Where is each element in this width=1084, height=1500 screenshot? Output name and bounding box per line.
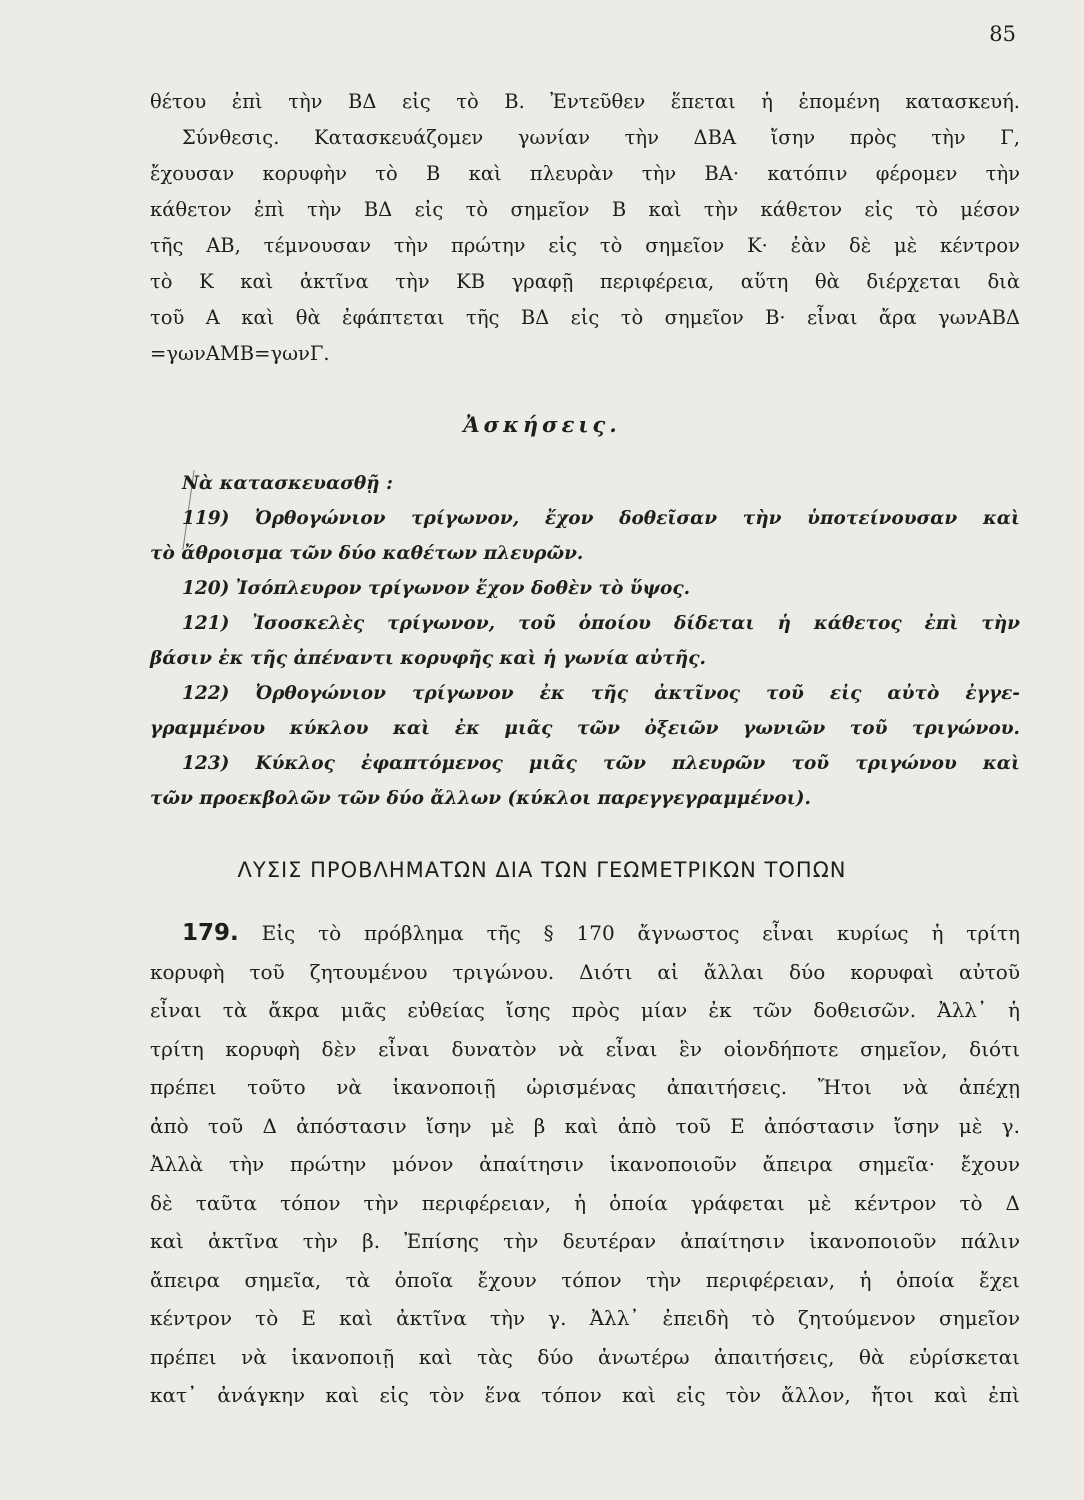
text-line: πρέπει νὰ ἱκανοποιῇ καὶ τὰς δύο ἀνωτέρω ἀπαιτήσεις, θὰ εὑρίσκεται <box>150 1344 1020 1369</box>
text-line: τοῦ Α καὶ θὰ ἐφάπτεται τῆς ΒΔ εἰς τὸ σημεῖον Β· εἶναι ἄρα γωνΑΒΔ <box>150 306 1020 329</box>
text-line: δὲ ταῦτα τόπον τὴν περιφέρειαν, ἡ ὁποία γράφεται μὲ κέντρον τὸ Δ <box>150 1190 1020 1215</box>
exercise-line: 121) Ἰσοσκελὲς τρίγωνον, τοῦ ὁποίου δίδεται ἡ κάθετος ἐπὶ τὴν <box>182 613 1020 634</box>
text-line: ἄπειρα σημεῖα, τὰ ὁποῖα ἔχουν τόπον τὴν περιφέρειαν, ἡ ὁποία ἔχει <box>150 1267 1020 1292</box>
text-line: πρέπει τοῦτο νὰ ἱκανοποιῇ ὡρισμένας ἀπαιτήσεις. Ἤτοι νὰ ἀπέχῃ <box>150 1075 1020 1099</box>
exercise-line: τῶν προεκβολῶν τῶν δύο ἄλλων (κύκλοι παρεγγεγραμμένοι). <box>150 788 811 809</box>
text-line: θέτου ἐπὶ τὴν ΒΔ εἰς τὸ Β. Ἐντεῦθεν ἕπεται ἡ ἑπομένη κατασκευή. <box>150 90 1020 113</box>
text-line: τὸ Κ καὶ ἀκτῖνα τὴν ΚΒ γραφῇ περιφέρεια, αὕτη θὰ διέρχεται διὰ <box>150 270 1020 293</box>
exercise-line: 119) Ὀρθογώνιον τρίγωνον, ἔχον δοθεῖσαν τὴν ὑποτείνουσαν καὶ <box>182 508 1020 529</box>
exercises-heading: Ἀσκήσεις. <box>463 412 621 437</box>
text-line: Σύνθεσις. Κατασκευάζομεν γωνίαν τὴν ΔΒΑ ἴσην πρὸς τὴν Γ, <box>182 126 1020 149</box>
solution-text <box>150 914 1020 1415</box>
exercise-line: Νὰ κατασκευασθῇ : <box>182 473 393 494</box>
solution-first-line <box>150 914 1020 953</box>
text-line: Ἀλλὰ τὴν πρώτην μόνον ἀπαίτησιν ἱκανοποιοῦν ἄπειρα σημεῖα· ἔχουν <box>150 1152 1020 1176</box>
text-line: κάθετον ἐπὶ τὴν ΒΔ εἰς τὸ σημεῖον Β καὶ τὴν κάθετον εἰς τὸ μέσον <box>150 198 1020 221</box>
text-line: τῆς ΑΒ, τέμνουσαν τὴν πρώτην εἰς τὸ σημεῖον Κ· ἐὰν δὲ μὲ κέντρον <box>150 234 1020 257</box>
text-line: καὶ ἀκτῖνα τὴν β. Ἐπίσης τὴν δευτέραν ἀπαίτησιν ἱκανοποιοῦν πάλιν <box>150 1229 1020 1253</box>
exercise-line: 123) Κύκλος ἐφαπτόμενος μιᾶς τῶν πλευρῶν τοῦ τριγώνου καὶ <box>182 753 1020 774</box>
exercises-list <box>150 466 1020 816</box>
exercise-line: τὸ ἄθροισμα τῶν δύο καθέτων πλευρῶν. <box>150 543 584 564</box>
exercise-line: βάσιν ἐκ τῆς ἀπέναντι κορυφῆς καὶ ἡ γωνία αὐτῆς. <box>150 648 706 669</box>
paragraph-number: 179. <box>182 920 239 946</box>
text-line: τρίτη κορυφὴ δὲν εἶναι δυνατὸν νὰ εἶναι ἓν οἱονδήποτε σημεῖον, διότι <box>150 1036 1020 1061</box>
text-line: κέντρον τὸ Ε καὶ ἀκτῖνα τὴν γ. Ἀλλ᾽ ἐπειδὴ τὸ ζητούμενον σημεῖον <box>150 1306 1020 1330</box>
text-line: κατ᾽ ἀνάγκην καὶ εἰς τὸν ἕνα τόπον καὶ εἰς τὸν ἄλλον, ἤτοι καὶ ἐπὶ <box>150 1383 1020 1407</box>
text-line: =γωνΑΜΒ=γωνΓ. <box>150 342 330 365</box>
text-line: εἶναι τὰ ἄκρα μιᾶς εὐθείας ἴσης πρὸς μίαν ἐκ τῶν δοθεισῶν. Ἀλλ᾽ ἡ <box>150 998 1020 1022</box>
page-number: 85 <box>989 22 1016 46</box>
text-line: κορυφὴ τοῦ ζητουμένου τριγώνου. Διότι αἱ ἄλλαι δύο κορυφαὶ αὐτοῦ <box>150 959 1020 984</box>
exercise-line: 120) Ἰσόπλευρον τρίγωνον ἔχον δοθὲν τὸ ὕψος. <box>182 578 691 599</box>
text-line: ἔχουσαν κορυφὴν τὸ Β καὶ πλευρὰν τὴν ΒΑ· κατόπιν φέρομεν τὴν <box>150 162 1020 185</box>
exercise-line: γραμμένου κύκλου καὶ ἐκ μιᾶς τῶν ὀξειῶν γωνιῶν τοῦ τριγώνου. <box>150 718 1020 739</box>
solution-first-text: Εἰς τὸ πρόβλημα τῆς § 170 ἄγνωστος εἶναι κυρίως ἡ τρίτη <box>261 921 1021 945</box>
section-heading: ΛΥΣΙΣ ΠΡΟΒΛΗΜΑΤΩΝ ΔΙΑ ΤΩΝ ΓΕΩΜΕΤΡΙΚΩΝ ΤΟΠΩΝ <box>237 858 847 882</box>
exercise-line: 122) Ὀρθογώνιον τρίγωνον ἐκ τῆς ἀκτῖνος τοῦ εἰς αὐτὸ ἐγγε- <box>182 683 1020 704</box>
intro-text <box>150 84 1020 372</box>
text-line: ἀπὸ τοῦ Δ ἀπόστασιν ἴσην μὲ β καὶ ἀπὸ τοῦ Ε ἀπόστασιν ἴσην μὲ γ. <box>150 1113 1020 1138</box>
